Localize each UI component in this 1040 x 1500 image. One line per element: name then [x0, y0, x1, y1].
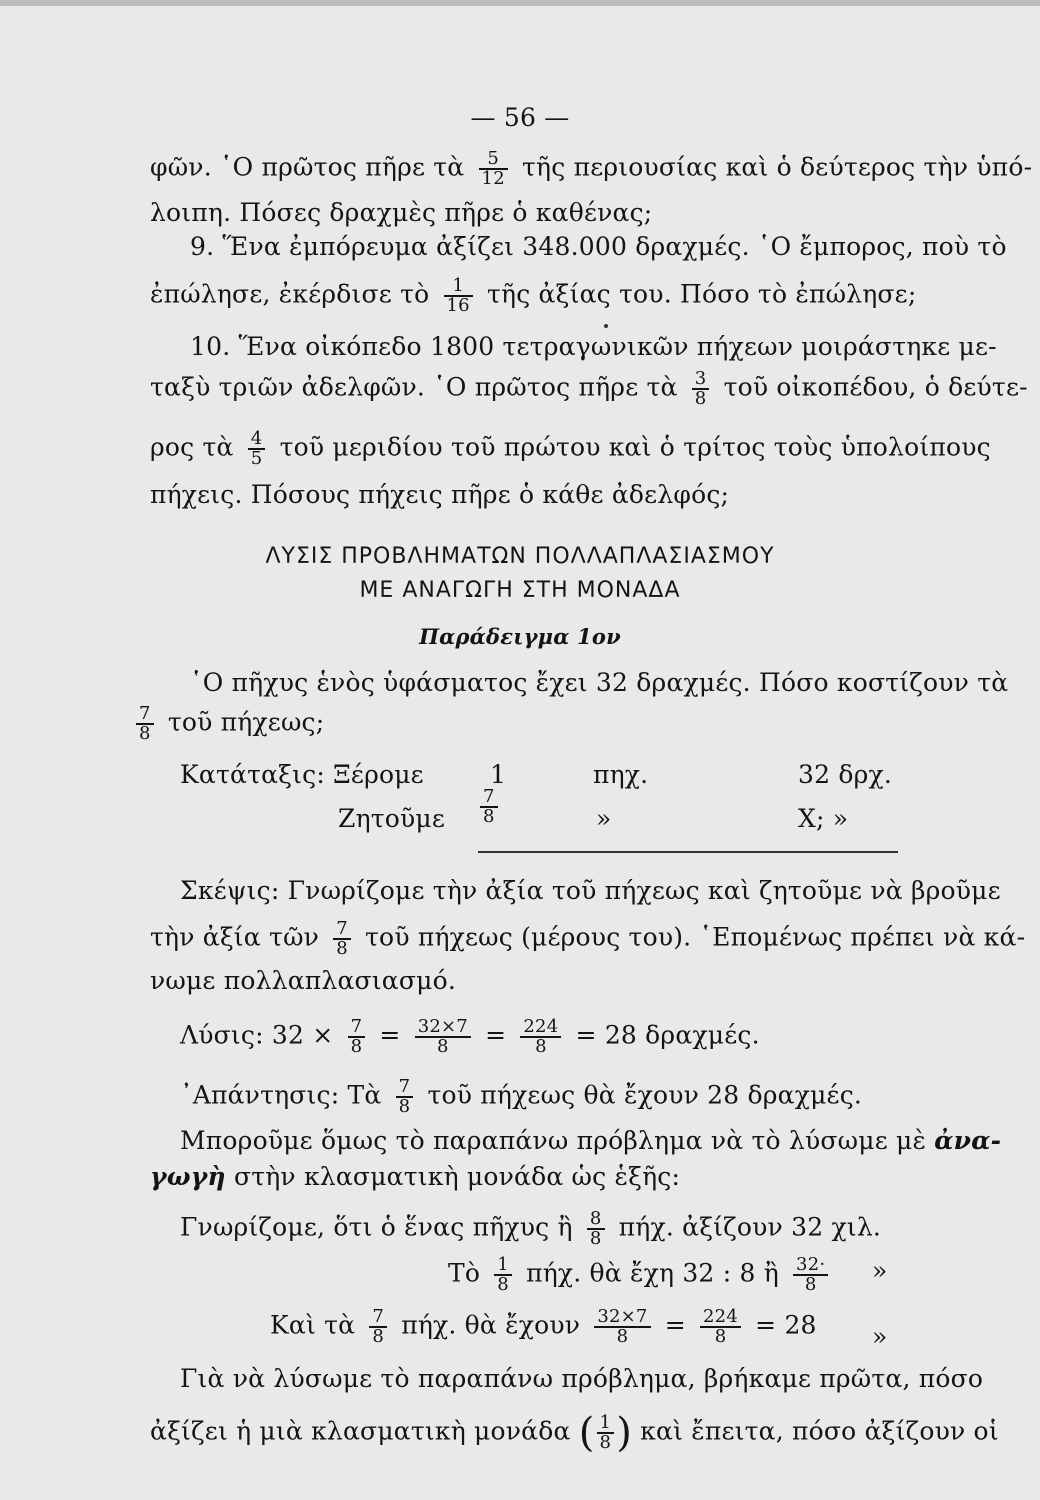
- text-line: Καὶ τὰ $\frac{7}{8}$ πήχ. θὰ ἔχουν $\frac{32\times 7}{8}$ = $\frac{224}{8}$ = 28: [270, 1306, 817, 1347]
- fraction: $\frac{7}{8}$: [348, 1018, 366, 1056]
- sought-label: Ζητοῦμε: [338, 804, 446, 833]
- unknown-x: Χ; »: [798, 804, 849, 833]
- fraction: $\frac{32\times 7}{8}$: [594, 1308, 650, 1346]
- text-line: νωμε πολλαπλασιασμό.: [150, 966, 457, 995]
- fraction: $\frac{7}{8}$: [136, 705, 154, 743]
- text-line: ἀξίζει ἡ μιὰ κλασματικὴ μονάδα ( $\frac{1}{8}$ ) καὶ ἔπειτα, πόσο ἀξίζουν οἱ: [150, 1410, 999, 1456]
- fraction: $\frac{7}{8}$: [333, 920, 351, 958]
- arrangement-price: 32 δρχ.: [798, 760, 893, 789]
- text-line: φῶν. ῾Ο πρῶτος πῆρε τὰ $\frac{5}{12}$ τῆς περιουσίας καὶ ὁ δεύτερος τὴν ὑπό-: [150, 148, 1033, 189]
- separator-line: [478, 851, 898, 853]
- text-line: λοιπη. Πόσες δραχμὲς πῆρε ὁ καθένας;: [150, 198, 653, 227]
- reasoning-line: Σκέψις: Γνωρίζομε τὴν ἀξία τοῦ πήχεως καὶ ζητοῦμε νὰ βροῦμε: [180, 876, 1001, 905]
- text-line: ρος τὰ $\frac{4}{5}$ τοῦ μεριδίου τοῦ πρώτου καὶ ὁ τρίτος τοὺς ὑπολοίπους: [150, 428, 991, 469]
- fraction: $\frac{32\cdot}{8}$: [793, 1256, 828, 1294]
- text-line: ἐπώλησε, ἐκέρδισε τὸ $\frac{1}{16}$ τῆς ἀξίας του. Πόσο τὸ ἐπώλησε;: [150, 275, 917, 316]
- arrangement-label: Κατάταξις: Ξέρομε: [180, 760, 424, 789]
- fraction: $\frac{4}{5}$: [248, 430, 266, 468]
- fraction: $\frac{1}{16}$: [444, 277, 473, 315]
- fraction: $\frac{7}{8}$: [369, 1308, 387, 1346]
- fraction: $\frac{1}{8}$: [597, 1414, 615, 1452]
- solution-line: Λύσις: 32 × $\frac{7}{8}$ = $\frac{32\times 7}{8}$ = $\frac{224}{8}$ = 28 δραχμές.: [180, 1016, 760, 1057]
- problem-9: 9. Ἕνα ἐμπόρευμα ἀξίζει 348.000 δραχμές. ῾Ο ἔμπορος, ποὺ τὸ: [190, 232, 1007, 261]
- section-heading: ΛΥΣΙΣ ΠΡΟΒΛΗΜΑΤΩΝ ΠΟΛΛΑΠΛΑΣΙΑΣΜΟΥ: [265, 544, 775, 569]
- fraction: $\frac{8}{8}$: [587, 1210, 605, 1248]
- text-line: γωγὴ στὴν κλασματικὴ μονάδα ὡς ἑξῆς:: [150, 1162, 681, 1191]
- arrangement-value: 1: [490, 760, 507, 789]
- print-speck: [604, 324, 608, 328]
- fraction: $\frac{224}{8}$: [700, 1308, 741, 1346]
- text-line: Γιὰ νὰ λύσωμε τὸ παραπάνω πρόβλημα, βρήκαμε πρῶτα, πόσο: [180, 1364, 984, 1393]
- fraction: $\frac{224}{8}$: [520, 1018, 561, 1056]
- fraction: $\frac{7}{8}$: [396, 1078, 414, 1116]
- fraction: $\frac{5}{12}$: [479, 150, 508, 188]
- text-line: ῾Ο πῆχυς ἑνὸς ὑφάσματος ἔχει 32 δραχμές. Πόσο κοστίζουν τὰ: [190, 668, 1009, 697]
- ditto-mark: »: [596, 804, 612, 833]
- text-line: τὴν ἀξία τῶν $\frac{7}{8}$ τοῦ πήχεως (μέρους του). ῾Επομένως πρέπει νὰ κά-: [150, 918, 1026, 959]
- arrangement-unit: πηχ.: [593, 760, 649, 789]
- ditto-mark: »: [872, 1322, 888, 1351]
- ditto-mark: »: [872, 1256, 888, 1285]
- page-edge: [0, 0, 1040, 6]
- text-line: Γνωρίζομε, ὅτι ὁ ἕνας πῆχυς ἢ $\frac{8}{8}$ πήχ. ἀξίζουν 32 χιλ.: [180, 1208, 882, 1249]
- fraction: $\frac{7}{8}$: [480, 788, 498, 826]
- problem-10: 10. Ἕνα οἰκόπεδο 1800 τετραγωνικῶν πήχεων μοιράστηκε με-: [190, 332, 997, 361]
- text-line: Τὸ $\frac{1}{8}$ πήχ. θὰ ἔχη 32 : 8 ἢ $\frac{32\cdot}{8}$: [448, 1256, 898, 1294]
- section-heading-2: ΜΕ ΑΝΑΓΩΓΗ ΣΤΗ ΜΟΝΑΔΑ: [359, 578, 681, 603]
- text-line: ταξὺ τριῶν ἀδελφῶν. ῾Ο πρῶτος πῆρε τὰ $\frac{3}{8}$ τοῦ οἰκοπέδου, ὁ δεύτε-: [150, 368, 1028, 409]
- sought-fraction: [474, 788, 534, 826]
- fraction: $\frac{3}{8}$: [692, 370, 710, 408]
- text-line: $\frac{7}{8}$ τοῦ πήχεως;: [130, 705, 950, 743]
- fraction: $\frac{32\times 7}{8}$: [415, 1018, 471, 1056]
- text-line: πήχεις. Πόσους πήχεις πῆρε ὁ κάθε ἀδελφός;: [150, 480, 730, 509]
- text-line: Μποροῦμε ὅμως τὸ παραπάνω πρόβλημα νὰ τὸ λύσωμε μὲ ἀνα-: [180, 1126, 1002, 1155]
- fraction: $\frac{1}{8}$: [494, 1256, 512, 1294]
- page-number: — 56 —: [470, 103, 570, 132]
- answer-line: ᾿Απάντησις: Τὰ $\frac{7}{8}$ τοῦ πήχεως θὰ ἔχουν 28 δραχμές.: [180, 1076, 863, 1117]
- example-title: Παράδειγμα 1ον: [419, 624, 621, 649]
